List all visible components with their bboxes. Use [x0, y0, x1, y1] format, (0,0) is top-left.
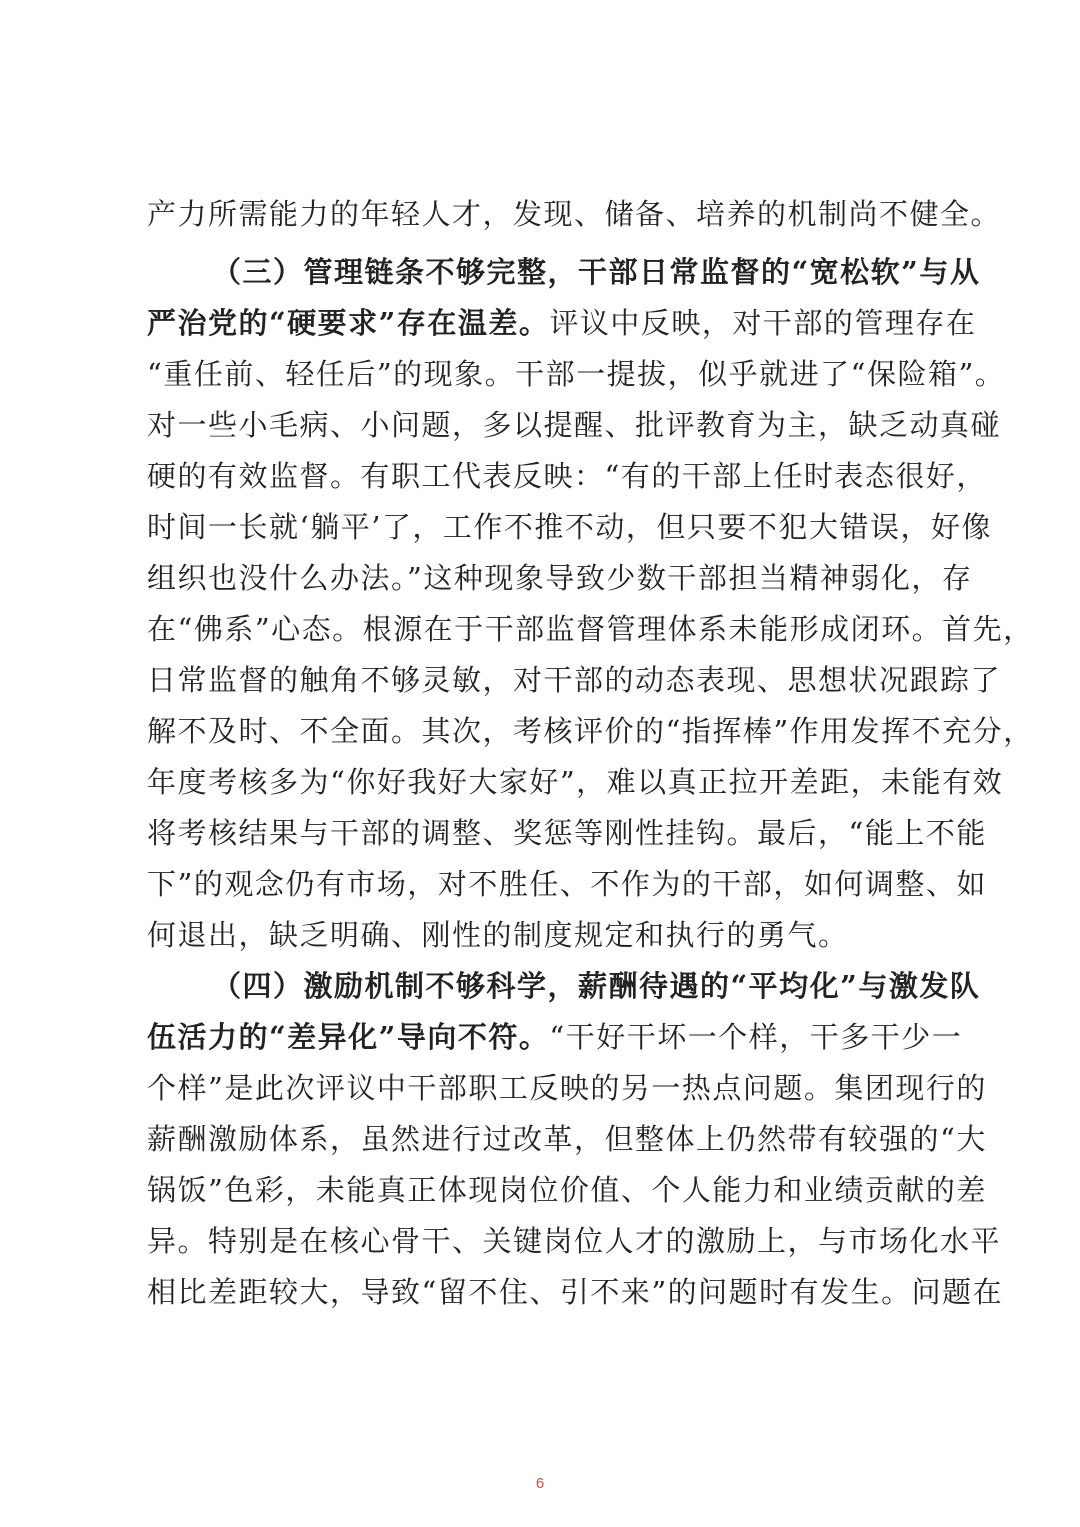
text-line: 年度考核多为“你好我好大家好”，难以真正拉开差距，未能有效	[147, 765, 1004, 799]
text-line: “重任前、轻任后”的现象。干部一提拔，似乎就进了“保险箱”。	[147, 357, 1006, 391]
text-line: 硬的有效监督。有职工代表反映：“有的干部上任时表态很好，	[147, 459, 987, 493]
text-line: 产力所需能力的年轻人才，发现、储备、培养的机制尚不健全。	[147, 197, 1002, 231]
text-line: 对一些小毛病、小问题，多以提醒、批评教育为主，缺乏动真碰	[147, 408, 1002, 442]
section-heading-3-continued: 严治党的“硬要求”存在温差。	[147, 306, 550, 340]
text-line	[147, 1017, 963, 1057]
text-line: 个样”是此次评议中干部职工反映的另一热点问题。集团现行的	[147, 1071, 987, 1105]
text-line: 解不及时、不全面。其次，考核评价的“指挥棒”作用发挥不充分，	[147, 714, 1034, 748]
text-line: 在“佛系”心态。根源在于干部监督管理体系未能形成闭环。首先，	[147, 612, 1034, 646]
text-line: 薪酬激励体系，虽然进行过改革，但整体上仍然带有较强的“大	[147, 1122, 987, 1156]
text-line: 下”的观念仍有市场，对不胜任、不作为的干部，如何调整、如	[147, 867, 987, 901]
text-span: “干好干坏一个样，干多干少一	[549, 1020, 963, 1054]
page-number: 6	[535, 1475, 545, 1492]
section-heading-4: （四）激励机制不够科学，薪酬待遇的“平均化”与激发队	[212, 969, 981, 1003]
text-line: 相比差距较大，导致“留不住、引不来”的问题时有发生。问题在	[147, 1275, 1004, 1309]
text-line: 组织也没什么办法。”这种现象导致少数干部担当精神弱化，存	[147, 561, 973, 595]
text-line: 异。特别是在核心骨干、关键岗位人才的激励上，与市场化水平	[147, 1224, 1002, 1258]
text-line: 日常监督的触角不够灵敏，对干部的动态表现、思想状况跟踪了	[147, 663, 1002, 697]
text-line: 锅饭”色彩，未能真正体现岗位价值、个人能力和业绩贡献的差	[147, 1173, 987, 1207]
section-heading-3: （三）管理链条不够完整，干部日常监督的“宽松软”与从	[212, 255, 981, 289]
text-span: 评议中反映，对干部的管理存在	[549, 306, 977, 340]
text-line: 何退出，缺乏明确、刚性的制度规定和执行的勇气。	[147, 918, 849, 952]
text-line: 将考核结果与干部的调整、奖惩等刚性挂钩。最后，“能上不能	[147, 816, 987, 850]
text-line: 时间一长就‘躺平’了，工作不推不动，但只要不犯大错误，好像	[147, 510, 992, 544]
section-heading-4-continued: 伍活力的“差异化”导向不符。	[147, 1020, 550, 1054]
text-line	[147, 303, 977, 343]
